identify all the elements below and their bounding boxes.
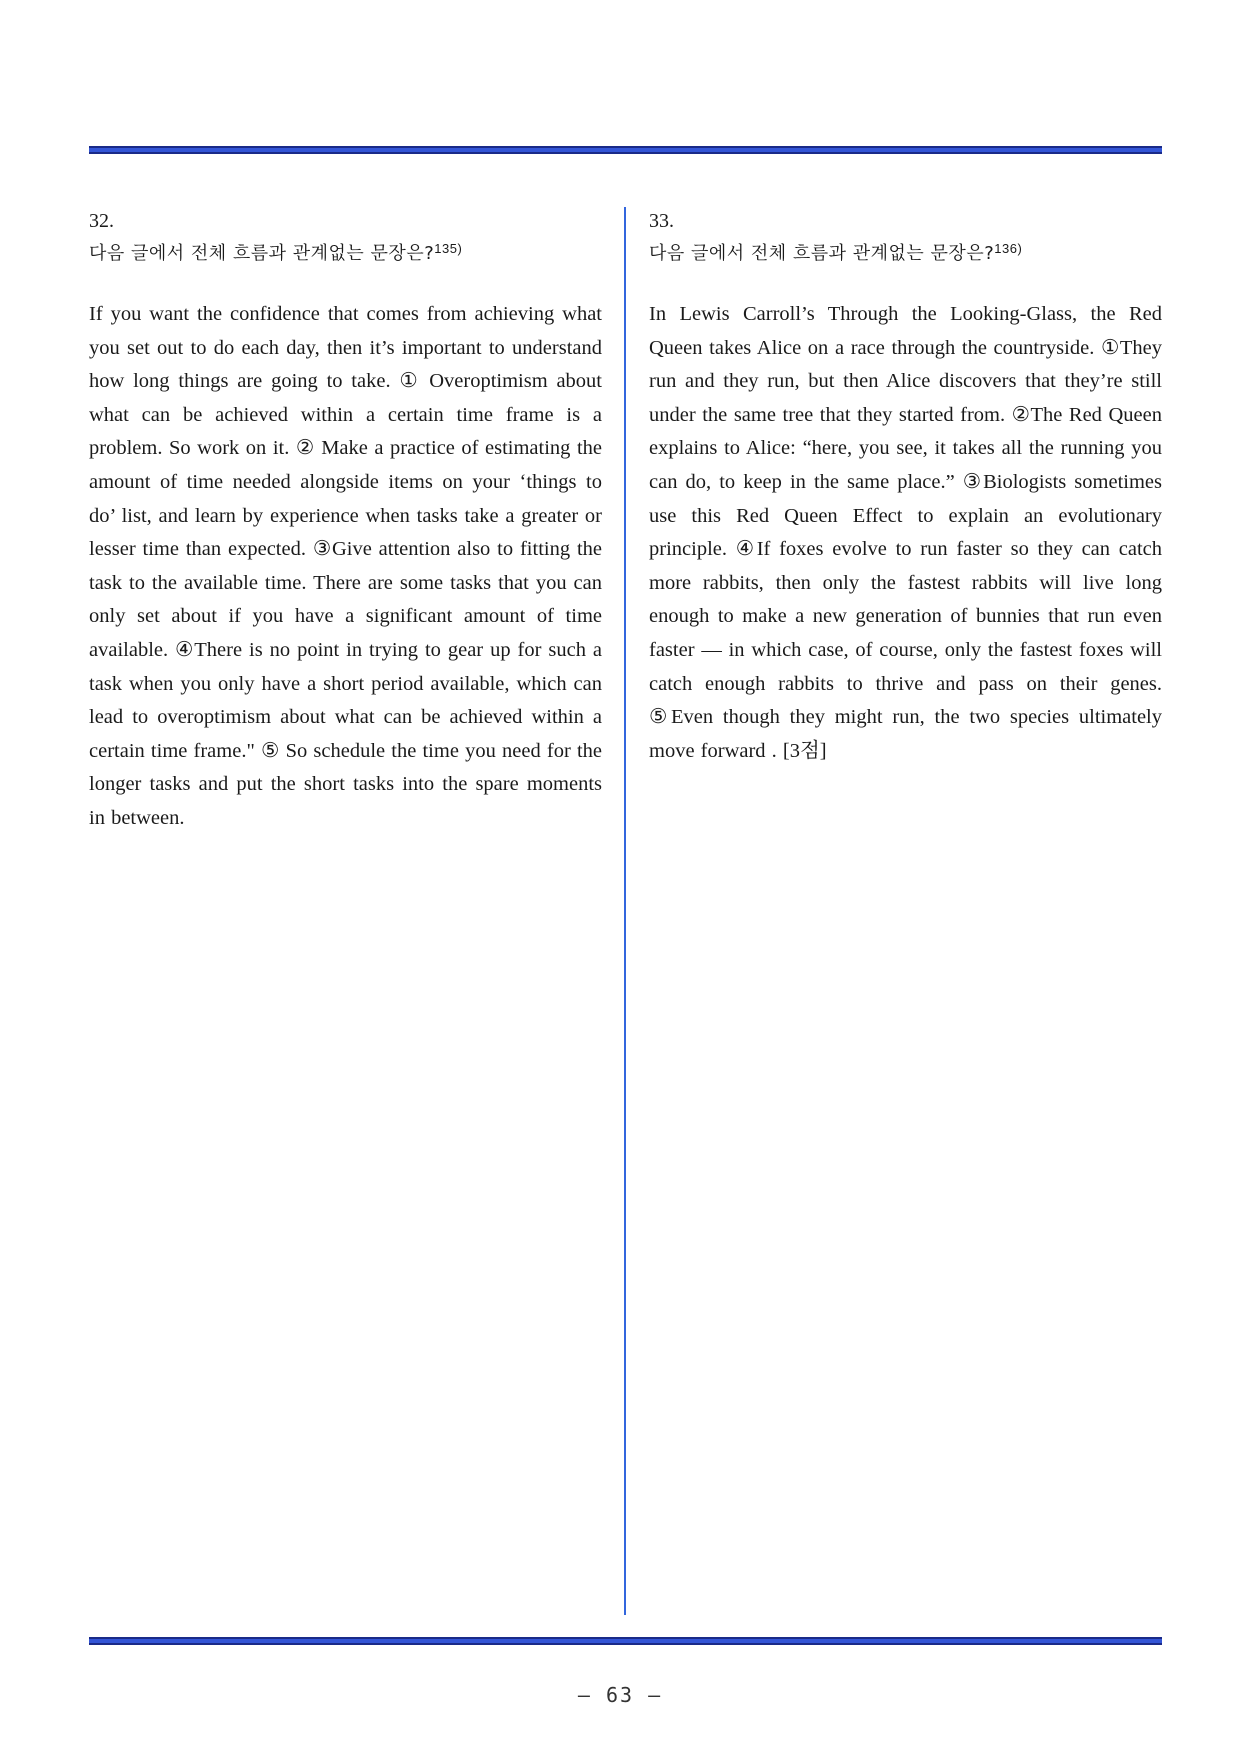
page-number: – 63 –: [577, 1683, 663, 1707]
question-prompt: [89, 238, 602, 270]
footer-rule: [89, 1637, 1162, 1645]
question-32: [89, 204, 602, 836]
header-rule: [89, 146, 1162, 154]
question-prompt: [649, 238, 1162, 270]
footnote-marker: 136): [994, 241, 1023, 256]
footnote-marker: 135): [434, 241, 463, 256]
column-divider: [624, 207, 626, 1615]
question-passage: In Lewis Carroll’s Through the Looking-Glass, the Red Queen takes Alice on a race through the countryside. ①They run and they run, but then Alice discovers that they’re still under the same tree that they started from. ②The Red Queen explains to Alice: “here, you see, it takes all the running you can do, to keep in the same place.” ③Biologists sometimes use this Red Queen Effect to explain an evolutionary principle. ④If foxes evolve to run faster so they can catch more rabbits, then only the fastest rabbits will live long enough to make a new generation of bunnies that run even faster — in which case, of course, only the fastest foxes will catch enough rabbits to thrive and pass on their genes. ⑤Even though they might run, the two species ultimately move forward . [3점]: [649, 303, 1162, 762]
question-prompt-text: 다음 글에서 전체 흐름과 관계없는 문장은?: [649, 243, 995, 264]
question-number: 33.: [649, 210, 674, 232]
question-passage: If you want the confidence that comes from achieving what you set out to do each day, then it’s important to understand how long things are going to take. ① Overoptimism about what can be achieved within a certain time frame is a problem. So work on it. ② Make a practice of estimating the amount of time needed alongside items on your ‘things to do’ list, and learn by experience when tasks take a greater or lesser time than expected. ③Give attention also to fitting the task to the available time. There are some tasks that you can only set about if you have a significant amount of time available. ④There is no point in trying to gear up for such a task when you only have a short period available, which can lead to overoptimism about what can be achieved within a certain time frame." ⑤ So schedule the time you need for the longer tasks and put the short tasks into the spare moments in between.: [89, 303, 602, 829]
question-33: [649, 204, 1162, 768]
question-prompt-text: 다음 글에서 전체 흐름과 관계없는 문장은?: [89, 243, 435, 264]
question-number: 32.: [89, 210, 114, 232]
